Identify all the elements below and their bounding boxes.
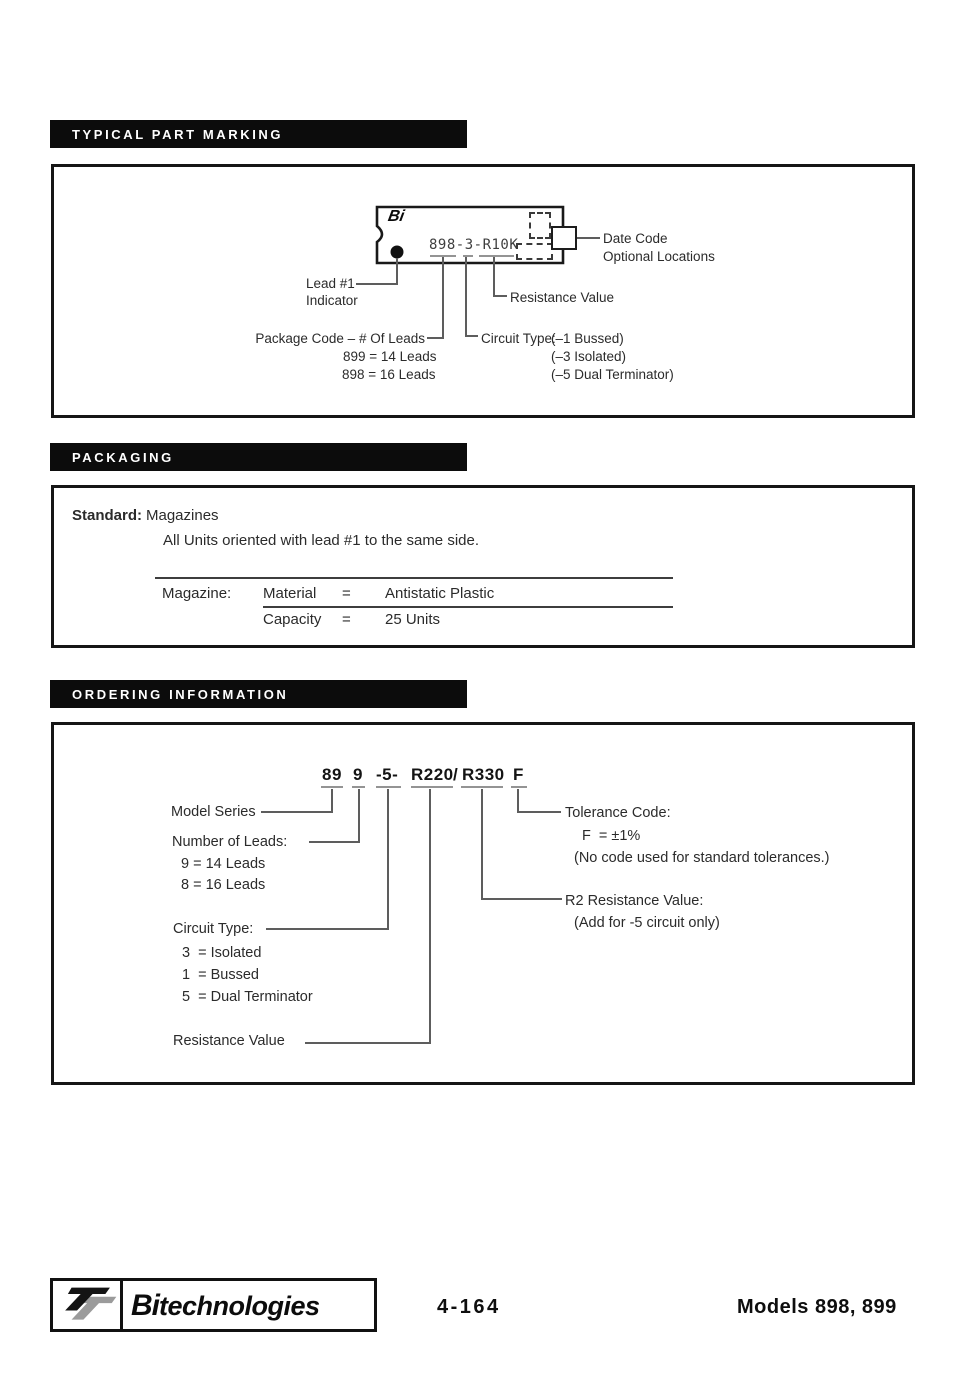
chip-marking-text: 898-3-R10K (429, 237, 519, 253)
date-code-location-dashed-box-bottom (516, 243, 553, 260)
code-slash: / (453, 765, 459, 784)
date-code-label-line2: Optional Locations (603, 249, 715, 264)
logo-divider (120, 1281, 123, 1329)
tolerance-code-label: Tolerance Code: (565, 805, 671, 821)
section-header-label: PACKAGING (72, 450, 174, 465)
leader-line (481, 898, 562, 900)
leader-line (305, 1042, 431, 1044)
models-label: Models 898, 899 (737, 1296, 897, 1318)
lead1-label-line2: Indicator (306, 293, 358, 308)
marking-underline-resistance (479, 255, 514, 257)
magazine-property: Capacity (263, 611, 322, 628)
code-underline (321, 786, 343, 788)
leader-line (261, 811, 332, 813)
code-model-series: 89 (322, 765, 342, 784)
circuit-type-option-1: (–1 Bussed) (551, 331, 624, 346)
section-header-ordering-information (50, 680, 467, 708)
brand-technologies: technologies (159, 1291, 320, 1321)
section-header-label: ORDERING INFORMATION (72, 687, 289, 702)
r2-resistance-label: R2 Resistance Value: (565, 893, 704, 909)
code-r1-resistance: R220 (411, 765, 454, 784)
section-header-typical-part-marking (50, 120, 467, 148)
brand-logo-box (50, 1278, 377, 1332)
leader-line (493, 257, 495, 297)
leader-line (266, 928, 389, 930)
package-code-option-899: 899 = 14 Leads (343, 349, 437, 364)
circuit-option-5: 5 = Dual Terminator (182, 989, 313, 1005)
equals-sign: = (342, 585, 351, 602)
magazine-label: Magazine: (162, 585, 232, 602)
part-marking-box (51, 164, 915, 418)
leader-line (465, 335, 478, 337)
chip-bi-logo: Bi (386, 208, 406, 225)
leader-line (356, 283, 398, 285)
equals-sign: = (342, 611, 351, 628)
leader-line (358, 789, 360, 843)
leader-line (331, 789, 333, 813)
section-header-packaging (50, 443, 467, 471)
model-series-label: Model Series (171, 804, 256, 820)
package-code-label: Package Code – # Of Leads (255, 331, 425, 346)
leader-line (517, 789, 519, 813)
standard-label: Standard: (72, 507, 143, 524)
page-number: 4-164 (437, 1296, 501, 1318)
leader-line (493, 295, 507, 297)
circuit-type-option-5: (–5 Dual Terminator) (551, 367, 674, 382)
circuit-option-3: 3 = Isolated (182, 945, 262, 961)
standard-value: Magazines (146, 507, 219, 524)
circuit-type-label: Circuit Type: (173, 921, 254, 937)
code-underline (411, 786, 453, 788)
leads-option-9: 9 = 14 Leads (181, 856, 266, 872)
resistance-value-label: Resistance Value (510, 290, 615, 305)
orientation-note: All Units oriented with lead #1 to the same side. (163, 532, 480, 549)
leads-option-8: 8 = 16 Leads (181, 877, 266, 893)
date-code-label-line1: Date Code (603, 231, 668, 246)
leader-line (481, 789, 483, 900)
code-tolerance: F (513, 765, 524, 784)
magazine-value: 25 Units (385, 611, 441, 628)
leader-line (577, 237, 600, 239)
leader-line (427, 337, 443, 339)
leader-line (309, 841, 360, 843)
circuit-option-1: 1 = Bussed (182, 967, 259, 983)
code-underline (511, 786, 527, 788)
package-code-option-898: 898 = 16 Leads (342, 367, 436, 382)
lead1-label-line1: Lead #1 (306, 276, 355, 291)
code-circuit-type: -5- (376, 765, 399, 784)
table-rule-top (155, 577, 673, 579)
resistance-value-label: Resistance Value (173, 1033, 285, 1049)
code-number-of-leads: 9 (353, 765, 363, 784)
leader-line (442, 257, 444, 339)
leader-line (429, 789, 431, 1044)
tolerance-code-value: F = ±1% (582, 828, 641, 844)
circuit-type-option-3: (–3 Isolated) (551, 349, 627, 364)
date-code-location-dashed-box-top (529, 212, 551, 239)
tolerance-code-note: (No code used for standard tolerances.) (574, 850, 830, 866)
r2-resistance-note: (Add for -5 circuit only) (574, 915, 720, 931)
tt-logo-mark (56, 1282, 120, 1328)
magazine-value: Antistatic Plastic (385, 585, 495, 602)
leader-line (387, 789, 389, 930)
lead1-indicator-dot (391, 246, 404, 259)
code-underline (352, 786, 365, 788)
brand-wordmark (131, 1289, 320, 1323)
code-r2-resistance: R330 (462, 765, 505, 784)
table-rule-middle (263, 606, 673, 608)
code-underline (461, 786, 503, 788)
leader-line (396, 258, 398, 285)
number-of-leads-label: Number of Leads: (172, 834, 288, 850)
magazine-property: Material (263, 585, 317, 602)
leader-line (517, 811, 561, 813)
brand-bi: Bi (131, 1289, 159, 1322)
code-underline (376, 786, 401, 788)
section-header-label: TYPICAL PART MARKING (72, 127, 284, 142)
leader-line (465, 257, 467, 337)
circuit-type-label: Circuit Type: (481, 331, 556, 346)
date-code-location-solid-box (551, 226, 577, 250)
